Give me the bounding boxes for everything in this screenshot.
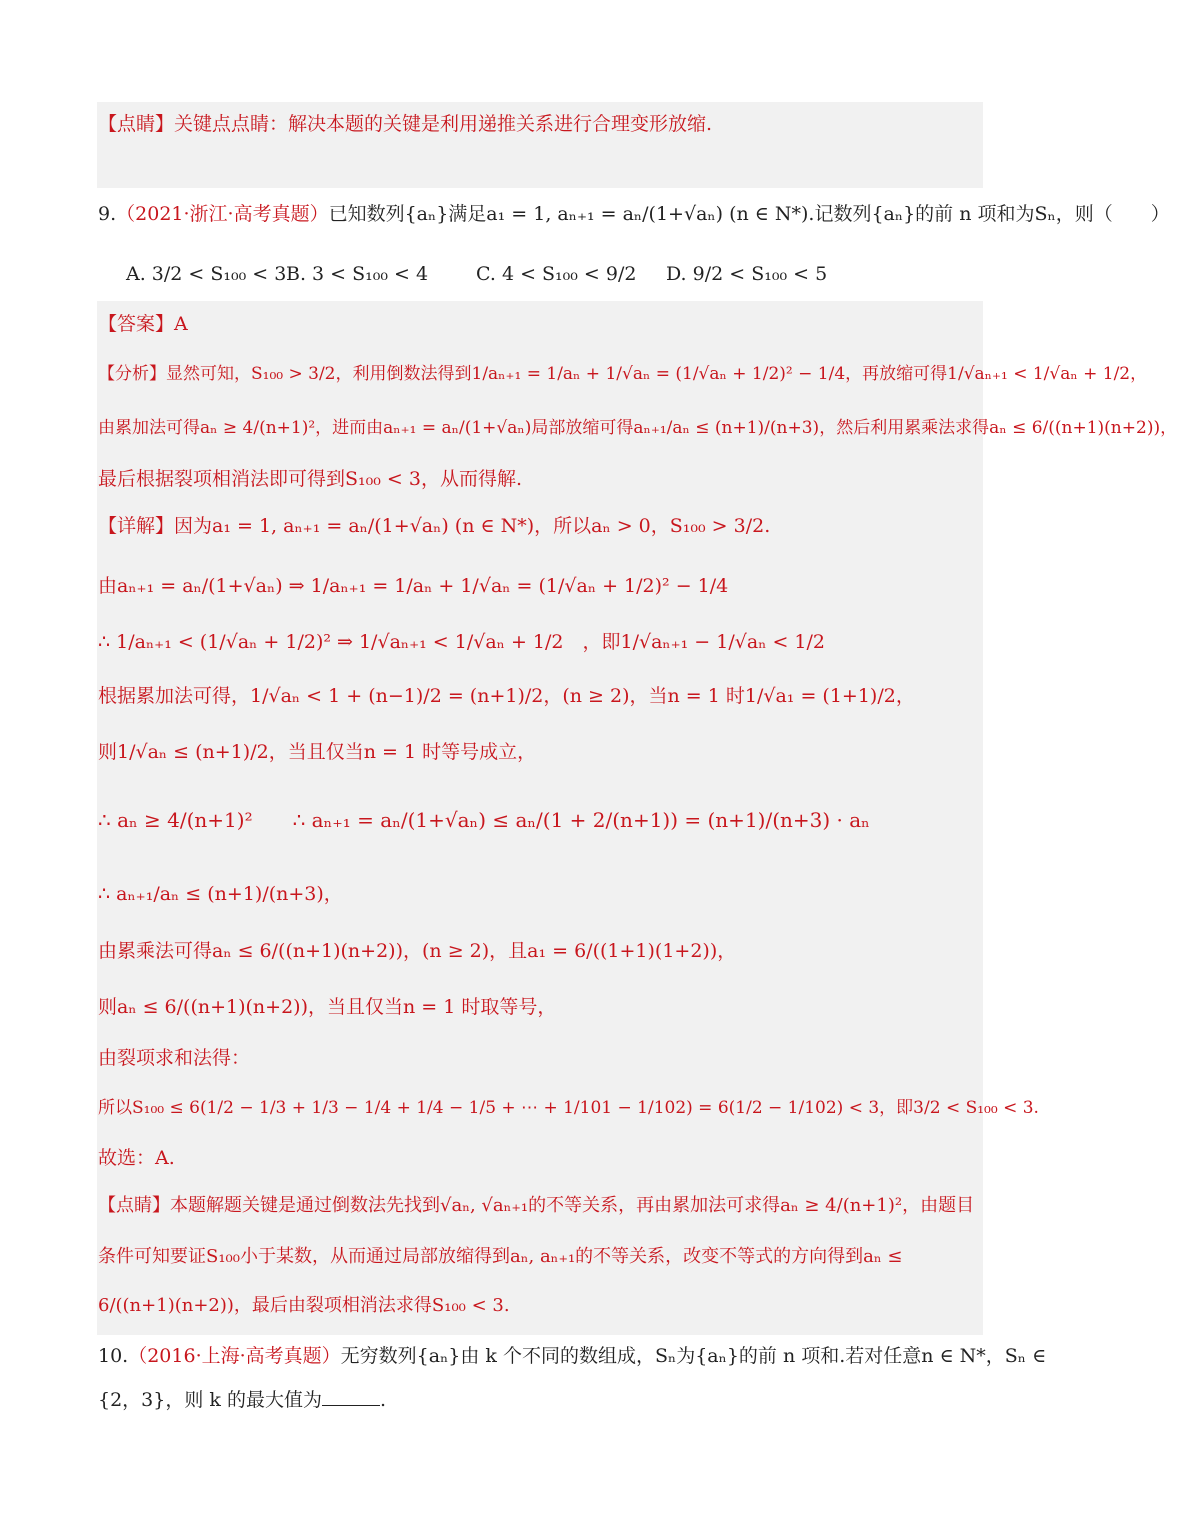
q10-line-2 xyxy=(98,1386,386,1414)
prev-remark xyxy=(98,110,712,138)
detail-line-1 xyxy=(98,512,770,540)
prev-remark-text: 关键点点睛：解决本题的关键是利用递推关系进行合理变形放缩. xyxy=(174,113,713,135)
analysis-tag: 【分析】 xyxy=(98,364,166,384)
detail-text-8: 由累乘法可得aₙ ≤ 6/((n+1)(n+2))，(n ≥ 2)，且a₁ = 6/((1+1)(1+2))， xyxy=(98,940,737,962)
remark-line-1 xyxy=(98,1192,974,1220)
remark-text-3: 6/((n+1)(n+2))，最后由裂项相消法求得S₁₀₀ < 3. xyxy=(98,1295,510,1316)
detail-line-2 xyxy=(98,572,728,600)
detail-line-6 xyxy=(98,806,870,834)
detail-text-2: 由aₙ₊₁ = aₙ/(1+√aₙ) ⇒ 1/aₙ₊₁ = 1/aₙ + 1/√aₙ = (1/√aₙ + 1/2)² − 1/4 xyxy=(98,575,729,597)
q9-stem xyxy=(98,200,1170,228)
detail-text-12: 故选：A. xyxy=(98,1147,175,1169)
analysis-line-2 xyxy=(98,414,1177,442)
q10-number: 10. xyxy=(98,1345,129,1367)
remark-text-1: 本题解题关键是通过倒数法先找到√aₙ, √aₙ₊₁的不等关系，再由累加法可求得aₙ ≥ 4/(n+1)²，由题目 xyxy=(170,1195,975,1216)
detail-text-9: 则aₙ ≤ 6/((n+1)(n+2))，当且仅当n = 1 时取等号， xyxy=(98,996,557,1018)
q10-text-1: 无穷数列{aₙ}由 k 个不同的数组成，Sₙ为{aₙ}的前 n 项和.若对任意n ∈ N*，Sₙ ∈ xyxy=(340,1345,1047,1367)
q10-source: （2016·上海·高考真题） xyxy=(128,1345,341,1367)
detail-line-5 xyxy=(98,738,536,766)
detail-line-8 xyxy=(98,937,736,965)
analysis-line-1 xyxy=(98,360,1147,388)
q9-option-b: B. 3 < S₁₀₀ < 4 xyxy=(286,263,429,285)
q10-line-1 xyxy=(98,1342,1046,1370)
detail-line-10 xyxy=(98,1044,250,1072)
detail-line-11 xyxy=(98,1094,1039,1122)
analysis-line-3 xyxy=(98,465,522,493)
q10-text-2-end: . xyxy=(379,1389,386,1411)
detail-text-11: 所以S₁₀₀ ≤ 6(1/2 − 1/3 + 1/3 − 1/4 + 1/4 − 1/5 + ⋯ + 1/101 − 1/102) = 6(1/2 − 1/102) < 3，即3/2 < S₁₀₀ < 3. xyxy=(98,1098,1039,1118)
q9-number: 9. xyxy=(98,203,117,225)
remark-line-3 xyxy=(98,1292,510,1320)
detail-line-4 xyxy=(98,682,915,710)
remark-text-2: 条件可知要证S₁₀₀小于某数，从而通过局部放缩得到aₙ, aₙ₊₁的不等关系，改变不等式的方向得到aₙ ≤ xyxy=(98,1246,903,1267)
remark-tag: 【点睛】 xyxy=(98,1195,170,1216)
q9-option-d: D. 9/2 < S₁₀₀ < 5 xyxy=(666,263,828,285)
detail-text-5: 则1/√aₙ ≤ (n+1)/2，当且仅当n = 1 时等号成立， xyxy=(98,741,537,763)
detail-text-10: 由裂项求和法得： xyxy=(98,1047,251,1069)
answer-blank xyxy=(322,1387,380,1406)
q10-text-2: {2，3}，则 k 的最大值为 xyxy=(98,1389,322,1411)
prev-remark-tag: 【点睛】 xyxy=(98,113,175,135)
analysis-text-1: 显然可知，S₁₀₀ > 3/2，利用倒数法得到1/aₙ₊₁ = 1/aₙ + 1/√aₙ = (1/√aₙ + 1/2)² − 1/4，再放缩可得1/√aₙ₊₁ < 1/√aₙ + 1/2， xyxy=(166,364,1148,384)
detail-text-4: 根据累加法可得，1/√aₙ < 1 + (n−1)/2 = (n+1)/2，(n ≥ 2)，当n = 1 时1/√a₁ = (1+1)/2， xyxy=(98,685,915,707)
answer-value: A xyxy=(174,313,188,335)
detail-line-9 xyxy=(98,993,556,1021)
answer-tag: 【答案】 xyxy=(98,313,175,335)
detail-text-7: ∴ aₙ₊₁/aₙ ≤ (n+1)/(n+3)， xyxy=(98,883,343,905)
q9-stem-text: 已知数列{aₙ}满足a₁ = 1, aₙ₊₁ = aₙ/(1+√aₙ) (n ∈ N*).记数列{aₙ}的前 n 项和为Sₙ，则（ ） xyxy=(328,203,1170,225)
q9-options xyxy=(126,260,827,288)
analysis-text-2: 由累加法可得aₙ ≥ 4/(n+1)²，进而由aₙ₊₁ = aₙ/(1+√aₙ)局部放缩可得aₙ₊₁/aₙ ≤ (n+1)/(n+3)，然后利用累乘法求得aₙ ≤ 6/((n+1)(n+2))， xyxy=(98,418,1177,438)
analysis-text-3: 最后根据裂项相消法即可得到S₁₀₀ < 3，从而得解. xyxy=(98,468,522,490)
remark-line-2 xyxy=(98,1243,903,1271)
detail-line-3 xyxy=(98,628,825,656)
detail-line-7 xyxy=(98,880,343,908)
q9-source: （2021·浙江·高考真题） xyxy=(116,203,329,225)
detail-text-1: 因为a₁ = 1, aₙ₊₁ = aₙ/(1+√aₙ) (n ∈ N*)，所以aₙ > 0，S₁₀₀ > 3/2. xyxy=(174,515,771,537)
answer-line xyxy=(98,310,188,338)
q9-option-a: A. 3/2 < S₁₀₀ < 3 xyxy=(126,263,287,285)
detail-text-6: ∴ aₙ ≥ 4/(n+1)² ∴ aₙ₊₁ = aₙ/(1+√aₙ) ≤ aₙ/(1 + 2/(n+1)) = (n+1)/(n+3) · aₙ xyxy=(98,808,870,832)
detail-tag: 【详解】 xyxy=(98,515,175,537)
detail-text-3: ∴ 1/aₙ₊₁ < (1/√aₙ + 1/2)² ⇒ 1/√aₙ₊₁ < 1/√aₙ + 1/2 ，即1/√aₙ₊₁ − 1/√aₙ < 1/2 xyxy=(98,631,825,653)
q9-option-c: C. 4 < S₁₀₀ < 9/2 xyxy=(476,263,637,285)
detail-line-12 xyxy=(98,1144,175,1172)
